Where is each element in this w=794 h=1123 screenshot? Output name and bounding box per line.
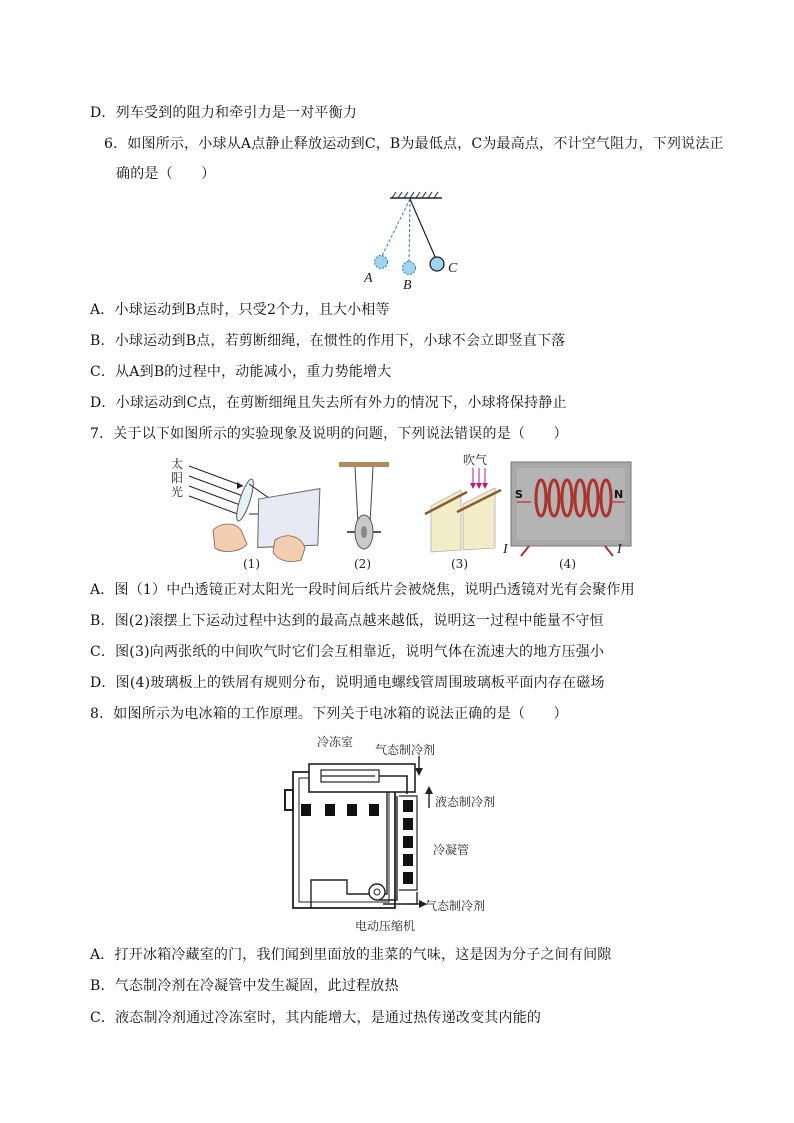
liquid-refrigerant-label: 液态制冷剂 — [435, 795, 496, 809]
string-b — [409, 199, 410, 263]
string-c — [410, 199, 436, 259]
fig2-maxwell-wheel — [339, 462, 389, 571]
q6-stem-line2: 确的是（ ） — [116, 166, 216, 182]
label-b: B — [403, 278, 412, 290]
compressor-label: 电动压缩机 — [355, 919, 416, 933]
sun-char1: 太 — [171, 457, 184, 471]
caption-3: (3) — [451, 557, 468, 571]
q7-option-a: A．图（1）中凸透镜正对太阳光一段时间后纸片会被烧焦，说明凸透镜对光有会聚作用 — [90, 582, 635, 598]
caption-2: (2) — [354, 557, 371, 571]
current-label-right: I — [617, 542, 622, 557]
prev-option-d: D．列车受到的阻力和牵引力是一对平衡力 — [90, 105, 358, 121]
q8-option-a: A．打开冰箱冷藏室的门，我们闻到里面放的韭菜的气味，这是因为分子之间有间隙 — [90, 947, 612, 963]
blow-label: 吹气 — [463, 453, 488, 467]
sun-char2: 阳 — [171, 471, 184, 485]
gas-refrigerant-label-bottom: 气态制冷剂 — [425, 899, 486, 913]
q7-option-b: B．图(2)滚摆上下运动过程中达到的最高点越来越低，说明这一过程中能量不守恒 — [90, 613, 604, 629]
label-c: C — [448, 261, 458, 276]
freezer-box — [309, 764, 415, 792]
ball-b — [403, 262, 416, 275]
fig3-two-papers — [425, 452, 501, 571]
pole-s: S — [515, 488, 523, 501]
sun-char3: 光 — [171, 485, 184, 499]
q6-option-a: A．小球运动到B点时，只受2个力，且大小相等 — [90, 302, 390, 318]
fig4-solenoid — [502, 462, 631, 571]
q8-stem: 8．如图所示为电冰箱的工作原理。下列关于电冰箱的说法正确的是（ ） — [90, 706, 568, 722]
q7-option-d: D．图(4)玻璃板上的铁屑有规则分布，说明通电螺线管周围玻璃板平面内存在磁场 — [90, 675, 605, 691]
condenser-coils — [403, 800, 413, 884]
arrow-gas-down — [415, 768, 423, 776]
q6-stem-line1: 6．如图所示，小球从A点静止释放运动到C，B为最低点，C为最高点，不计空气阻力，下列说法正 — [104, 136, 724, 152]
compressor — [369, 884, 385, 900]
q6-option-b: B．小球运动到B点，若剪断细绳，在惯性的作用下，小球不会立即竖直下落 — [90, 333, 566, 349]
q7-stem: 7．关于以下如图所示的实验现象及说明的问题，下列说法错误的是（ ） — [90, 426, 568, 442]
door-handle — [285, 790, 293, 810]
q6-option-c: C．从A到B的过程中，动能减小，重力势能增大 — [90, 364, 392, 380]
condenser-label: 冷凝管 — [433, 843, 470, 857]
refrigerator-figure — [283, 732, 503, 934]
ceiling-hatch — [390, 192, 442, 198]
paper-right — [463, 488, 495, 550]
ball-c — [430, 257, 444, 271]
ball-a — [375, 256, 388, 269]
gas-refrigerant-label-top: 气态制冷剂 — [375, 743, 436, 757]
label-a: A — [364, 271, 373, 286]
caption-4: (4) — [559, 557, 576, 571]
hand-left — [213, 524, 247, 551]
paper-left — [431, 490, 461, 552]
arrow-liquid-up — [425, 786, 433, 794]
q8-option-c: C．液态制冷剂通过冷冻室时，其内能增大，是通过热传递改变其内能的 — [90, 1010, 542, 1026]
pole-n: N — [614, 488, 624, 501]
q8-option-b: B．气态制冷剂在冷凝管中发生凝固，此过程放热 — [90, 978, 399, 994]
freezer-label: 冷冻室 — [317, 735, 354, 749]
fig1-lens-sunlight — [171, 456, 326, 571]
q7-option-c: C．图(3)向两张纸的中间吹气时它们会互相靠近，说明气体在流速大的地方压强小 — [90, 644, 605, 660]
string-a — [381, 199, 410, 258]
q6-option-d: D．小球运动到C点，在剪断细绳且失去所有外力的情况下，小球将保持静止 — [90, 395, 567, 411]
pendulum-figure — [350, 190, 470, 290]
caption-1: (1) — [243, 557, 260, 571]
experiments-figure — [165, 452, 635, 574]
current-label-left: I — [503, 542, 508, 557]
